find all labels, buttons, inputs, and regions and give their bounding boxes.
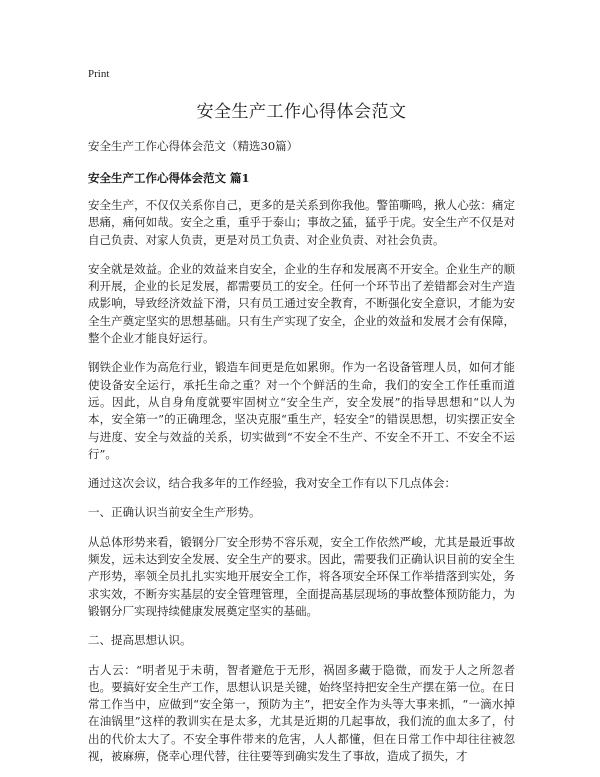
paragraph-5: 一、正确认识当前安全生产形势。 [88, 505, 261, 520]
paragraph-8: 古人云：“明者见于未萌，智者避危于无形，祸固多藏于隐微，而发于人之所忽者也。要搞好安全生产工作，思想认识是关键，始终坚持把安全生产摆在第一位。在日常工作当中，应做到“安全第一，预防为主”，把安全作为头等大事来抓，“一滴水掉在油锅里”这样的教训实在是太多，尤其是近期的几起事故，我们流的血太多了，付出的代价太大了。不安全事件带来的危害，人人都懂，但在日常工作中却往往被忽视，被麻痹，侥幸心理代替，往往要等到确实发生了事故，造成了损失，才 [88, 662, 515, 764]
document-page [88, 68, 515, 777]
paragraph-1: 安全生产，不仅仅关系你自己，更多的是关系到你我他。警笛嘶鸣，揪人心弦：痛定思痛，痛何如哉。安全之重，重乎于泰山；事故之猛，猛乎于虎。安全生产不仅是对自己负责、对家人负责，更是对员工负责、对企业负责、对社会负责。 [88, 198, 515, 247]
paragraph-6: 从总体形势来看，锻钢分厂安全形势不容乐观，安全工作依然严峻，尤其是最近事故频发，远未达到安全发展、安全生产的要求。因此，需要我们正确认识目前的安全生产形势，率领全员扎扎实实地开展安全工作，将各项安全环保工作举措落到实处，务求实效，不断夯实基层的安全管理管理，全面提高基层现场的事故整体预防能力，为锻钢分厂实现持续健康发展奠定坚实的基础。 [88, 534, 515, 618]
paragraph-7: 二、提高思想认识。 [88, 633, 192, 648]
paragraph-3: 钢铁企业作为高危行业，锻造车间更是危如累卵。作为一名设备管理人员，如何才能使设备安全运行，承托生命之重？对一个个鲜活的生命，我们的安全工作任重而道远。因此，从自身角度就要牢固树立“安全生产，安全发展”的指导思想和“以人为本，安全第一”的正确理念，坚决克服“重生产，轻安全”的错误思想，切实摆正安全与进度、安全与效益的关系，切实做到“不安全不生产、不安全不开工、不安全不运行”。 [88, 360, 515, 461]
print-link[interactable]: Print [88, 68, 110, 80]
document-subtitle: 安全生产工作心得体会范文（精选30篇） [88, 139, 299, 153]
page-title: 安全生产工作心得体会范文 [196, 102, 407, 122]
section-heading: 安全生产工作心得体会范文 篇1 [88, 171, 250, 185]
paragraph-4: 通过这次会议，结合我多年的工作经验，我对安全工作有以下几点体会： [88, 476, 456, 491]
paragraph-2: 安全就是效益。企业的效益来自安全，企业的生存和发展离不开安全。企业生产的顺利开展，企业的长足发展，都需要员工的安全。任何一个环节出了差错都会对生产造成影响，导致经济效益下滑，只有员工通过安全教育，不断强化安全意识，才能为安全生产奠定坚实的思想基础。只有生产实现了安全，企业的效益和发展才会有保障，整个企业才能良好运行。 [88, 261, 515, 346]
